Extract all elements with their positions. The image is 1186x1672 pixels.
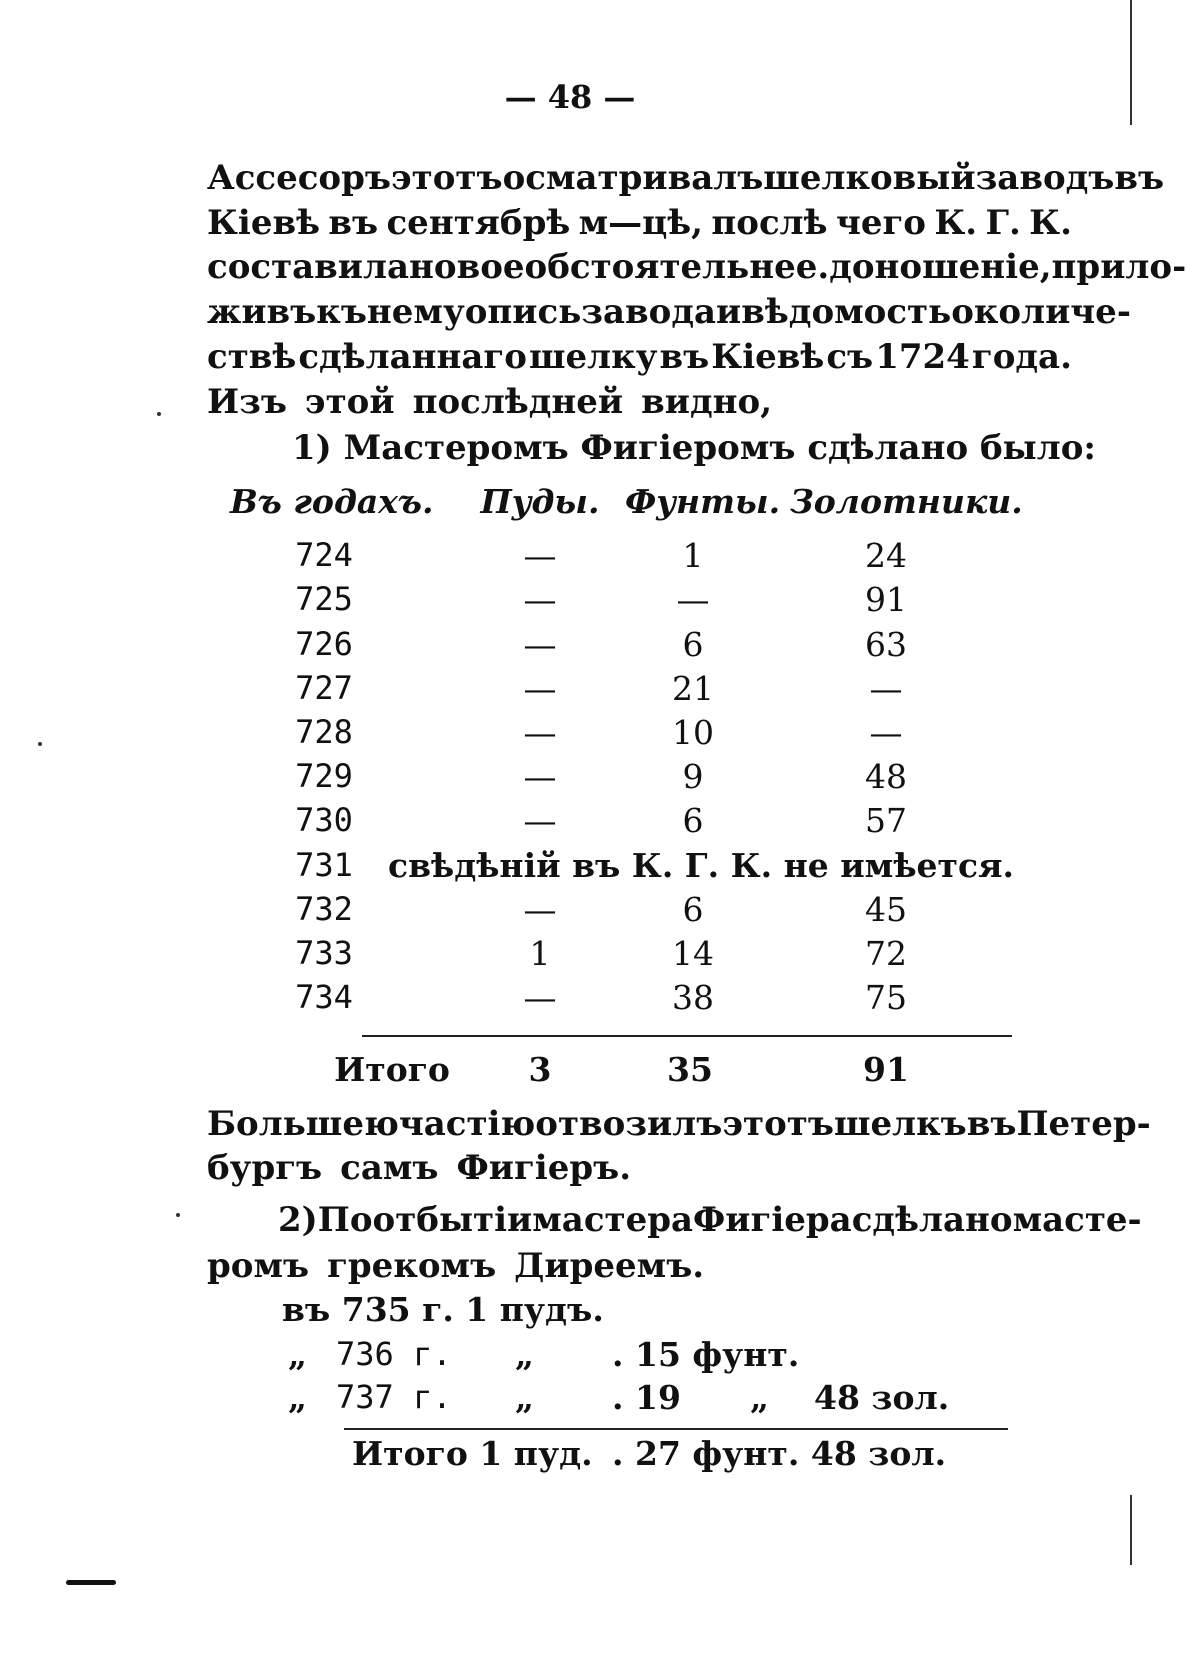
word: о [951, 292, 974, 332]
text-line [207, 203, 1072, 243]
word: 1724 [875, 337, 970, 377]
word: шелку [529, 337, 658, 377]
year-cell: 731 [295, 846, 353, 884]
total-label: Итого [334, 1050, 450, 1089]
entry-cell: 48 зол. [814, 1378, 950, 1417]
value-cell: 45 [865, 890, 907, 929]
word: этотъ [390, 158, 503, 198]
year-cell: 733 [295, 934, 353, 972]
word: Ассесоръ [207, 158, 391, 198]
word: заводъ [975, 158, 1115, 198]
missing-data-note: свѣдѣній въ К. Г. К. не имѣется. [388, 846, 1014, 885]
value-cell: — [523, 890, 557, 929]
value-cell: — [523, 669, 557, 708]
word: этой [304, 382, 395, 422]
word: составила [207, 247, 410, 287]
word: въ [966, 1104, 1017, 1144]
text-line [207, 292, 1131, 332]
value-cell: 14 [672, 934, 714, 973]
column-header: Въ годахъ. [230, 482, 434, 521]
ink-speck [38, 742, 42, 746]
value-cell: 1 [682, 536, 704, 575]
word: вѣдомость [741, 292, 952, 332]
value-cell: 48 [865, 757, 907, 796]
word: сдѣлано [851, 1200, 1013, 1240]
word: Фигіера [693, 1200, 852, 1240]
text-line [207, 1104, 1151, 1144]
entry-cell: 737 г. [336, 1378, 452, 1416]
total-value: 3 [528, 1050, 552, 1089]
year-cell: 725 [295, 580, 353, 618]
year-cell: 727 [295, 669, 353, 707]
section-1-heading: 1) Мастеромъ Фигіеромъ сдѣлано было: [292, 428, 1096, 468]
word: послѣдней [412, 382, 624, 422]
word: ствѣ [207, 337, 297, 377]
text-line [207, 337, 1072, 377]
value-cell: 21 [672, 669, 714, 708]
value-cell: 63 [865, 625, 907, 664]
value-cell: — [523, 536, 557, 575]
word: Кіевѣ [711, 337, 825, 377]
word: и [716, 292, 742, 332]
word: въ [328, 203, 379, 243]
value-cell: 6 [682, 801, 704, 840]
value-cell: 91 [865, 580, 907, 619]
word: видно, [641, 382, 773, 422]
column-header: Золотники. [790, 482, 1023, 521]
year-cell: 724 [295, 536, 353, 574]
word: осматривалъ [502, 158, 764, 198]
word: К. [1029, 203, 1072, 243]
value-cell: 6 [682, 625, 704, 664]
word: сдѣланнаго [298, 337, 527, 377]
word: Кіевѣ [207, 203, 321, 243]
text-line [207, 158, 1165, 198]
value-cell: — [523, 978, 557, 1017]
word: послѣ [711, 203, 828, 243]
word: отвозилъ [535, 1104, 723, 1144]
value-cell: 6 [682, 890, 704, 929]
word: К. [934, 203, 978, 243]
value-cell: — [523, 757, 557, 796]
word: прило- [1051, 247, 1186, 287]
text-line [207, 1148, 1072, 1188]
word: Изъ [207, 382, 287, 422]
value-cell: 10 [672, 713, 714, 752]
word: .доношеніе, [817, 247, 1052, 287]
table-total-rule [362, 1035, 1012, 1037]
ink-speck [176, 1213, 180, 1217]
page-edge-line-bottom [1130, 1495, 1132, 1565]
column-header: Фунты. [625, 482, 781, 521]
word: частію [398, 1104, 536, 1144]
word: ромъ [207, 1246, 310, 1286]
value-cell: 24 [865, 536, 907, 575]
word: Г. [985, 203, 1021, 243]
word: шелкъ [833, 1104, 967, 1144]
margin-mark [66, 1580, 116, 1585]
second-total-label: Итого 1 пуд. [352, 1434, 593, 1473]
year-cell: 729 [295, 757, 353, 795]
word: завода [581, 292, 717, 332]
year-cell: 730 [295, 801, 353, 839]
entry-cell: „ [515, 1335, 534, 1374]
value-cell: — [523, 801, 557, 840]
word: чего [835, 203, 926, 243]
word: Петер- [1016, 1104, 1151, 1144]
word: нему [366, 292, 465, 332]
total-value: 91 [863, 1050, 909, 1089]
word: масте- [1012, 1200, 1142, 1240]
text-line [207, 247, 1186, 287]
year-cell: 732 [295, 890, 353, 928]
column-header: Пуды. [480, 482, 600, 521]
entry-cell: „ [515, 1378, 534, 1417]
word: сентябрѣ [386, 203, 571, 243]
value-cell: — [869, 669, 903, 708]
word: По [317, 1200, 373, 1240]
word: Фигіеръ. [456, 1148, 632, 1188]
entry-735: въ 735 г. 1 пудъ. [282, 1290, 604, 1329]
page-number: — 48 — [504, 78, 636, 116]
word: отбытіи [372, 1200, 533, 1240]
value-cell: 57 [865, 801, 907, 840]
second-table-rule [344, 1428, 1008, 1430]
entry-cell: „ [288, 1378, 307, 1417]
word: мастера [532, 1200, 694, 1240]
word: бургъ [207, 1148, 323, 1188]
text-line [278, 1200, 1142, 1240]
value-cell: — [523, 713, 557, 752]
word: грекомъ [327, 1246, 497, 1286]
word: къ [316, 292, 367, 332]
word: 2) [278, 1200, 318, 1240]
word: м—цѣ, [578, 203, 704, 243]
value-cell: 75 [865, 978, 907, 1017]
year-cell: 726 [295, 625, 353, 663]
word: Диреемъ. [514, 1246, 705, 1286]
entry-cell: 736 г. [336, 1335, 452, 1373]
value-cell: 72 [865, 934, 907, 973]
word: живъ [207, 292, 317, 332]
entry-cell: . 19 [612, 1378, 681, 1417]
entry-cell: „ [750, 1378, 769, 1417]
value-cell: — [676, 580, 710, 619]
word: количе- [973, 292, 1131, 332]
text-line [207, 1246, 1072, 1286]
year-cell: 728 [295, 713, 353, 751]
text-line [207, 382, 1072, 422]
total-value: 35 [667, 1050, 713, 1089]
word: новое [409, 247, 525, 287]
ink-speck [157, 412, 161, 416]
second-total-value: . 27 фунт. 48 зол. [612, 1434, 947, 1473]
page-edge-line [1130, 0, 1132, 125]
word: съ [826, 337, 874, 377]
word: самъ [340, 1148, 439, 1188]
value-cell: 9 [682, 757, 704, 796]
word: обстоятельнее [524, 247, 818, 287]
word: въ [659, 337, 710, 377]
word: въ [1114, 158, 1165, 198]
word: года. [971, 337, 1072, 377]
word: этотъ [722, 1104, 834, 1144]
year-cell: 734 [295, 978, 353, 1016]
value-cell: — [523, 580, 557, 619]
value-cell: 38 [672, 978, 714, 1017]
value-cell: — [523, 625, 557, 664]
word: шелковый [763, 158, 976, 198]
entry-cell: . 15 фунт. [612, 1335, 800, 1374]
word: опись [464, 292, 582, 332]
entry-cell: „ [288, 1335, 307, 1374]
value-cell: 1 [529, 934, 551, 973]
word: Большею [207, 1104, 399, 1144]
value-cell: — [869, 713, 903, 752]
